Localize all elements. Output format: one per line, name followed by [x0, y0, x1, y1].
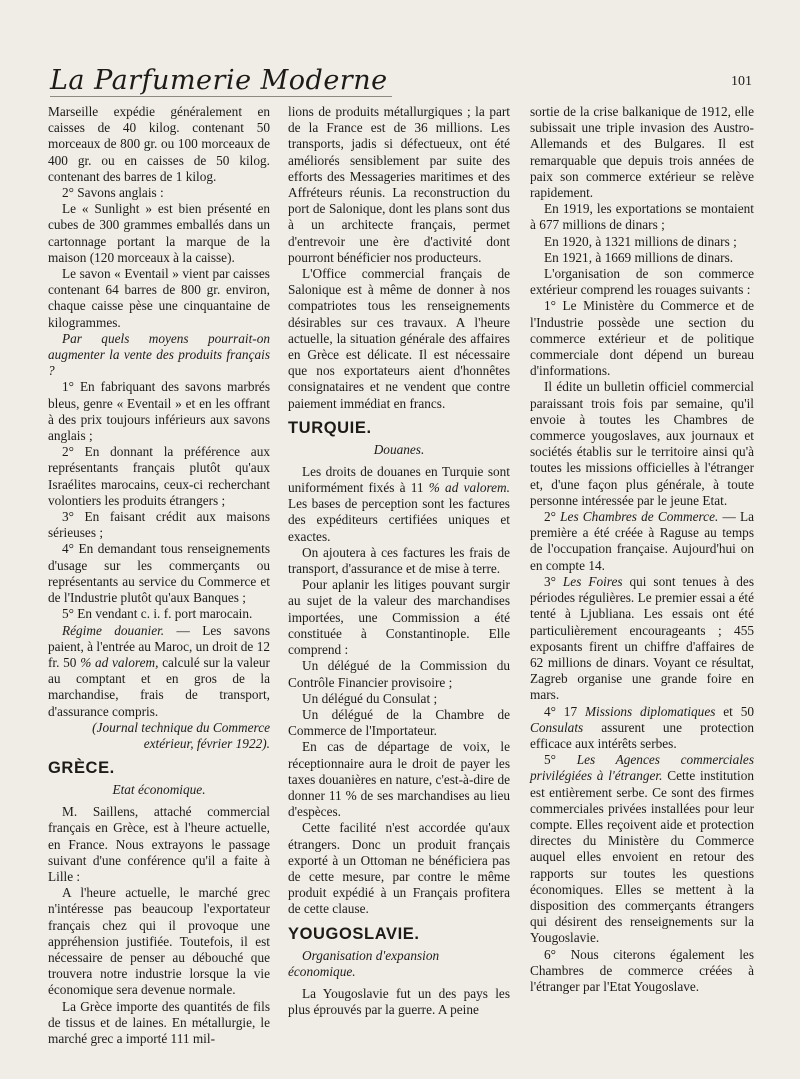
item-text: — La première a été créée à Raguse au temps de l'occupation française. Aujourd'hui on en compte 14.	[530, 509, 755, 573]
item-number: 5°	[544, 752, 577, 768]
paragraph: 1° Le Ministère du Commerce et de l'Industrie possède une section du commerce extérieur et de politique commerciale dont dépend un bureau d'informations.	[530, 298, 754, 379]
paragraph: Le savon « Eventail » vient par caisses contenant 64 barres de 800 gr. environ, chaque caisse pèse une cinquantaine de kilogrammes.	[48, 266, 270, 330]
item-number: 3°	[544, 573, 563, 589]
page-number: 101	[731, 74, 752, 89]
paragraph: Cette facilité n'est accordée qu'aux étrangers. Donc un produit français exporté à un Ottoman ne bénéficiera pas de cette mesure, par contre le même produit expédié à un Français profitera de cette clause.	[288, 820, 510, 917]
source-citation	[48, 720, 270, 752]
paragraph: 5° En vendant c. i. f. port marocain.	[62, 606, 253, 622]
item-text: Cette institution est entièrement serbe. Ce sont des firmes commerciales privées installées pour leur compte. Elles reçoivent aide et protection directes du Ministère du Commerce auquel elles envoient en retour des rapports sur toutes les questions économiques. Elles se mettent à la disposition des commerçants étrangers qui désirent des renseignements sur la Yougoslavie.	[530, 768, 754, 946]
item-title: Les Chambres de Commerce.	[560, 509, 719, 525]
paragraph-missions	[530, 704, 754, 753]
masthead-title: La Parfumerie Moderne	[50, 66, 392, 97]
section-subtitle-yougoslavie: Organisation d'expansion économique.	[288, 947, 440, 979]
column-2	[288, 104, 510, 1018]
paragraph-italic	[48, 331, 270, 380]
paragraph: M. Saillens, attaché commercial français en Grèce, est à l'heure actuelle, en France. Nous extrayons le passage suivant d'une conférence qu'il a faite à Lille :	[48, 804, 270, 884]
paragraph: 3° En faisant crédit aux maisons sérieuses ;	[48, 509, 270, 541]
section-subtitle-turquie: Douanes.	[373, 441, 425, 457]
paragraph: 4° En demandant tous renseignements d'usage sur les commerçants ou représentants au service du Commerce et de l'Industrie plutôt qu'aux Banques ;	[48, 541, 270, 606]
paragraph: sortie de la crise balkanique de 1912, elle subissait une triple invasion des Austro-Allemands et des Bulgares. Il est remarquable que depuis trois années de paix son commerce extérieur se relève rapidement.	[530, 104, 754, 201]
paragraph: 1° En fabriquant des savons marbrés bleus, genre « Eventail » et en les offrant à des prix toujours inférieurs aux savons anglais ;	[48, 379, 270, 444]
column-3	[530, 104, 754, 995]
paragraph-agences	[530, 752, 754, 946]
paragraph: En cas de départage de voix, le réceptionnaire aura le droit de payer les taxes douanières en nature, c'est-à-dire de donner 11 % de ses marchandises au lieu d'espèces.	[288, 739, 510, 820]
paragraph-regime	[48, 623, 270, 720]
section-title-grece: GRÈCE.	[48, 759, 115, 778]
paragraph-chambres	[530, 509, 754, 574]
paragraph: La Grèce importe des quantités de fils de tissus et de laines. En métallurgie, le marché grec a importé 111 mil-	[48, 998, 270, 1046]
paragraph: Un délégué de la Commission du Contrôle Financier provisoire ;	[288, 658, 510, 690]
question-text: Par quels moyens pourrait-on augmenter la vente des produits français ?	[48, 330, 270, 379]
paragraph: L'Office commercial français de Salonique est à même de donner à nos compatriotes tous les renseignements désirables sur ces travaux. A l'heure actuelle, la situation générale des affaires en Grèce est délicate. Il est nécessaire que nos exportateurs aient d'honnêtes consignataires et ne vendent que contre paiement immédiat en francs.	[288, 266, 510, 411]
douanes-text-a: Les droits de douanes en Turquie sont uniformément fixés à 11	[288, 463, 510, 496]
item-text: qui sont tenues à des périodes régulières. Le premier essai a été tenté à Ljubliana. Les essais ont été particulièrement encourageants ; 455 exposants firent un chiffre d'affaires de 62 millions de dinars. Voyant ce résultat, Zagreb organise une grande foire en mars.	[530, 573, 754, 703]
paragraph: L'organisation de son commerce extérieur comprend les rouages suivants :	[530, 266, 754, 298]
paragraph: La Yougoslavie fut un des pays les plus éprouvés par la guerre. A peine	[288, 985, 510, 1017]
item-title: Missions diplomatiques	[584, 703, 716, 719]
paragraph: En 1920, à 1321 millions de dinars ;	[544, 233, 737, 249]
item-text: et 50	[715, 703, 754, 719]
paragraph-foires	[530, 574, 754, 704]
item-number: 4° 17	[544, 703, 585, 719]
paragraph: En 1919, les exportations se montaient à 677 millions de dinars ;	[530, 201, 754, 233]
paragraph: lions de produits métallurgiques ; la part de la France est de 36 millions. Les transports, jadis si défectueux, ont été améliorés sensiblement par suite des efforts des Messageries maritimes et des Affréteurs réunis. La reconstruction du port de Salonique, dont les plans sont dus à un architecte français, permet d'entrevoir une ère d'activité dont pourront bénéficier nos producteurs.	[288, 104, 510, 265]
item-number: 2°	[544, 509, 561, 525]
column-1	[48, 104, 270, 1047]
item-text: assurent une protection efficace aux intérêts serbes.	[530, 719, 754, 751]
paragraph: 2° Savons anglais :	[62, 185, 164, 201]
paragraph: Un délégué du Consulat ;	[302, 690, 438, 706]
source-text: (Journal technique du Commerce extérieur, février 1922).	[92, 719, 270, 751]
paragraph: Il édite un bulletin officiel commercial paraissant trois fois par semaine, qu'il envoie à toutes les Chambres de commerce yougoslaves, aux journaux et sociétés établis sur le territoire ainsi qu'à toutes les missions officielles à l'étranger et, d'une façon plus générale, à toute personne intéressée par le jeune Etat.	[530, 379, 754, 508]
paragraph: Pour aplanir les litiges pouvant surgir au sujet de la valeur des marchandises importées, une Commission a été constituée à Constantinople. Elle comprend :	[288, 577, 510, 658]
paragraph: 2° En donnant la préférence aux représentants français plutôt qu'aux Israélites marocains, ceux-ci recherchant volontiers les produits étrangers ;	[48, 444, 270, 508]
item-title: Les Agences commerciales privilégiées à l'étranger.	[530, 752, 754, 784]
section-title-yougoslavie: YOUGOSLAVIE.	[288, 924, 420, 943]
regime-lead: Régime douanier.	[62, 622, 165, 638]
paragraph: Le « Sunlight » est bien présenté en cubes de 300 grammes emballés dans un cartonnage portant la marque de la maison (120 morceaux à la caisse).	[48, 201, 270, 265]
paragraph: En 1921, à 1669 millions de dinars.	[544, 249, 734, 265]
item-title: Les Foires	[562, 573, 623, 589]
paragraph: A l'heure actuelle, le marché grec n'intéresse pas beaucoup l'exportateur français chez qui il provoque une appréhension justifiée. Toutefois, il est nécessaire de penser au débouché que trouvera notre industrie lorsque la vie économique sera devenue normale.	[48, 885, 270, 998]
regime-text-b: calculé sur la valeur au comptant et en gros de la marchandise, frais de transport, d'assurance compris.	[48, 654, 270, 719]
paragraph-douanes	[288, 464, 510, 545]
paragraph: On ajoutera à ces factures les frais de transport, d'assurance et de mise à terre.	[288, 544, 510, 577]
paragraph: 6° Nous citerons également les Chambres de commerce créées à l'étranger par l'Etat Yougoslave.	[530, 946, 754, 994]
paragraph: Un délégué de la Chambre de Commerce de l'Importateur.	[288, 706, 510, 739]
paragraph: Marseille expédie généralement en caisses de 40 kilog. contenant 50 morceaux de 800 gr. ou 100 morceaux de 400 gr. ou en caisses de 50 kilog. contenant des barres de 1 kilog.	[48, 104, 270, 184]
regime-text-a: — Les savons paient, à l'entrée au Maroc, un droit de 12 fr. 50	[48, 622, 270, 670]
item-title: Consulats	[530, 719, 584, 735]
section-title-turquie: TURQUIE.	[288, 418, 372, 437]
regime-pct: % ad valorem,	[80, 654, 159, 670]
douanes-pct: % ad valorem.	[428, 480, 510, 496]
section-subtitle-grece: Etat économique.	[112, 782, 206, 798]
douanes-text-b: Les bases de perception sont les factures des expéditeurs certifiées uniques et exactes.	[288, 496, 510, 544]
